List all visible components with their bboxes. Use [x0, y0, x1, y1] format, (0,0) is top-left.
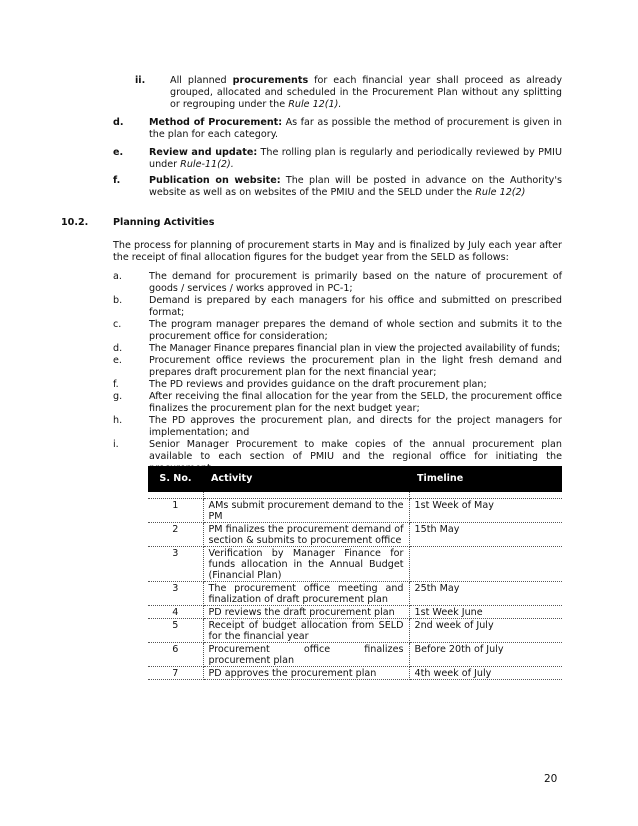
- table-row: [148, 643, 562, 667]
- intro-paragraph: The process for planning of procurement starts in May and is finalized by July each year after the receipt of final allocation figures for the budget year from the SELD as follows:: [113, 240, 562, 263]
- cell-sno: 5: [148, 619, 203, 643]
- page-number: 20: [544, 773, 558, 785]
- list-item-text: After receiving the final allocation for the year from the SELD, the procurement office finalizes the procurement plan for the next budget year;: [149, 391, 562, 414]
- cell-activity: PD approves the procurement plan: [203, 667, 409, 680]
- cell-activity: PD reviews the draft procurement plan: [203, 606, 409, 619]
- cell-activity: The procurement office meeting and finalization of draft procurement plan: [203, 582, 409, 606]
- item-e-bold: Review and update:: [149, 147, 258, 158]
- table-row: [148, 619, 562, 643]
- header-activity: Activity: [203, 466, 409, 492]
- header-timeline: Timeline: [409, 466, 562, 492]
- item-ii-text: [170, 75, 562, 111]
- list-item: [113, 295, 562, 319]
- item-f-italic: Rule 12(2): [475, 187, 526, 198]
- list-item: [113, 391, 562, 415]
- list-item-text: The PD approves the procurement plan, and directs for the project managers for implementation; and: [149, 415, 562, 438]
- table-row: [148, 523, 562, 547]
- list-item-text: Procurement office reviews the procurement plan in the light fresh demand and prepares draft procurement plan for the next financial year;: [149, 355, 562, 378]
- item-ii-text-a: All planned: [170, 75, 233, 86]
- cell-sno: 3: [148, 547, 203, 582]
- cell-timeline: [409, 547, 562, 582]
- item-e-marker: e.: [113, 147, 124, 158]
- list-item-text: The program manager prepares the demand of whole section and submits it to the procurement office for consideration;: [149, 319, 562, 342]
- cell-sno: 6: [148, 643, 203, 667]
- table-row: [148, 667, 562, 680]
- item-e-body: The rolling plan is regularly and periodically reviewed by PMIU under: [149, 147, 562, 170]
- list-item-text: The demand for procurement is primarily based on the nature of procurement of goods / services / works approved in PC-1;: [149, 271, 562, 294]
- list-item-marker: e.: [113, 355, 122, 366]
- cell-activity: AMs submit procurement demand to the PM: [203, 499, 409, 523]
- list-item: [113, 319, 562, 343]
- cell-activity: Receipt of budget allocation from SELD for the financial year: [203, 619, 409, 643]
- list-item-text: Senior Manager Procurement to make copies of the annual procurement plan available to each section of PMIU and the regional office for initiating the: [149, 439, 562, 462]
- item-ii-marker: ii.: [135, 75, 146, 86]
- list-item: [113, 415, 562, 439]
- table-row: [148, 606, 562, 619]
- cell-timeline: 4th week of July: [409, 667, 562, 680]
- cell-timeline: 1st Week June: [409, 606, 562, 619]
- table-row: [148, 582, 562, 606]
- item-d-marker: d.: [113, 117, 124, 128]
- cell-sno: 3: [148, 582, 203, 606]
- item-d-bold: Method of Procurement:: [149, 117, 283, 128]
- item-d-text: [149, 117, 562, 141]
- item-e-italic: Rule-11(2).: [180, 159, 234, 170]
- list-item: [113, 343, 562, 355]
- list-item: [113, 355, 562, 379]
- cell-sno: 2: [148, 523, 203, 547]
- item-ii-bold: procurements: [232, 75, 309, 86]
- item-e-text: [149, 147, 562, 171]
- cell-timeline: Before 20th of July: [409, 643, 562, 667]
- section-number: 10.2.: [61, 217, 89, 228]
- item-f-bold: Publication on website:: [149, 175, 281, 186]
- cell-sno: 4: [148, 606, 203, 619]
- cell-activity: PM finalizes the procurement demand of section & submits to procurement office: [203, 523, 409, 547]
- cell-timeline: 25th May: [409, 582, 562, 606]
- item-ii-italic: Rule 12(1).: [288, 99, 342, 110]
- table-row: [148, 499, 562, 523]
- item-d-body: As far as possible the method of procurement is given in the plan for each category.: [149, 117, 562, 140]
- list-item: [113, 271, 562, 295]
- list-item-marker: a.: [113, 271, 122, 282]
- list-item-marker: h.: [113, 415, 123, 426]
- list-item-marker: g.: [113, 391, 123, 402]
- cell-sno: 7: [148, 667, 203, 680]
- item-f-text: [149, 175, 562, 199]
- header-sno: S. No.: [148, 466, 203, 492]
- list-item-marker: i.: [113, 439, 119, 450]
- activity-list: [113, 271, 562, 463]
- cell-activity: Procurement office finalizes procurement plan: [203, 643, 409, 667]
- cell-timeline: 15th May: [409, 523, 562, 547]
- item-ii-text-b: for each financial year shall proceed as already grouped, allocated and scheduled in the Procurement Plan without any splitting or regrouping under the: [170, 75, 562, 110]
- cell-activity: Verification by Manager Finance for funds allocation in the Annual Budget (Financial Plan): [203, 547, 409, 582]
- planning-timeline-table: [148, 466, 562, 680]
- list-item-text: The PD reviews and provides guidance on the draft procurement plan;: [149, 379, 487, 390]
- list-item-marker: b.: [113, 295, 123, 306]
- section-title: Planning Activities: [113, 217, 215, 228]
- cell-timeline: 2nd week of July: [409, 619, 562, 643]
- table-row: [148, 547, 562, 582]
- cell-sno: 1: [148, 499, 203, 523]
- item-f-marker: f.: [113, 175, 121, 186]
- list-item: [113, 439, 562, 463]
- list-item-marker: f.: [113, 379, 119, 390]
- table-header-row: [148, 466, 562, 492]
- list-item-text: Demand is prepared by each managers for his office and submitted on prescribed format;: [149, 295, 562, 318]
- item-f-body: The plan will be posted in advance on the Authority's website as well as on websites of the PMIU and the SELD under the: [149, 175, 562, 198]
- cell-timeline: 1st Week of May: [409, 499, 562, 523]
- list-item-text: The Manager Finance prepares financial plan in view the projected availability of funds;: [149, 343, 561, 354]
- list-item: [113, 379, 562, 391]
- list-item-marker: c.: [113, 319, 122, 330]
- list-item-marker: d.: [113, 343, 123, 354]
